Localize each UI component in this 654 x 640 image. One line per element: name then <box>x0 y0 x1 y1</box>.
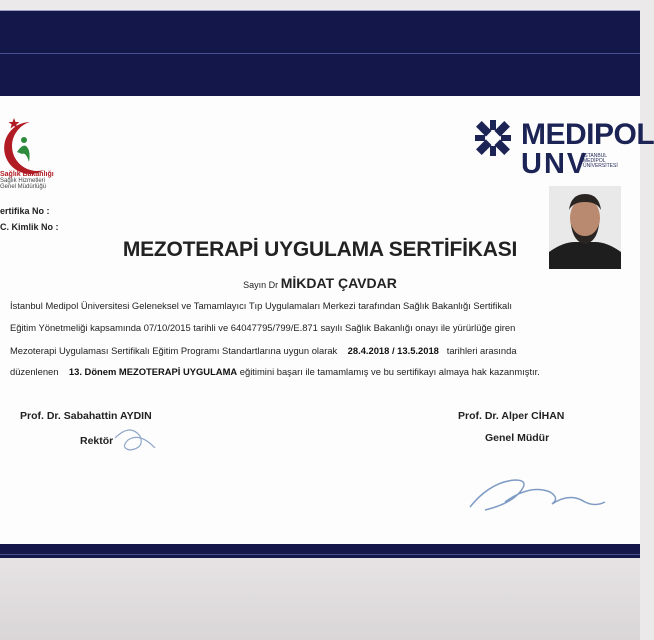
right-signature-icon <box>460 462 610 522</box>
citizen-id-label: C. Kimlik No : <box>0 222 59 232</box>
recipient-line <box>150 275 490 293</box>
right-signatory-role: Genel Müdür <box>485 432 550 444</box>
right-signatory-name: Prof. Dr. Alper CİHAN <box>458 410 565 422</box>
ministry-name-block <box>0 172 54 190</box>
medipol-sub1: İSTANBUL <box>583 153 608 159</box>
medipol-sub2: MEDİPOL <box>583 158 606 164</box>
left-signatory-name: Prof. Dr. Sabahattin AYDIN <box>20 410 152 422</box>
body-line-3-end: tarihleri arasında <box>446 345 517 356</box>
body-line-1: İstanbul Medipol Üniversitesi Geleneksel ve Tamamlayıcı Tıp Uygulamaları Merkezi tarafından Sağlık Bakanlığı Sertifikalı <box>10 300 512 311</box>
ministry-sub1: Sağlık Hizmetleri <box>0 178 46 184</box>
body-line-2: Eğitim Yönetmeliği kapsamında 07/10/2015 tarihli ve 64047795/799/E.871 sayılı Sağlık Bakanlığı onayı ile yürürlüğe giren <box>10 322 516 333</box>
certificate-title: MEZOTERAPİ UYGULAMA SERTİFİKASI <box>122 238 518 261</box>
recipient-name: MİKDAT ÇAVDAR <box>280 275 397 291</box>
medipol-name: MEDIPOL <box>521 118 654 151</box>
left-signatory-role: Rektör <box>80 435 114 447</box>
body-line-4 <box>10 366 635 377</box>
training-term: 13. Dönem MEZOTERAPİ UYGULAMA <box>68 366 238 377</box>
ministry-sub2: Genel Müdürlüğü <box>0 184 47 190</box>
ministry-name: Sağlık Bakanlığı <box>0 171 54 178</box>
recipient-photo <box>549 186 621 269</box>
left-signature-icon <box>100 418 190 463</box>
body-line-4-end: eğitimini başarı ile tamamlamış ve bu sertifikayı almaya hak kazanmıştır. <box>239 366 540 377</box>
medipol-sub3: ÜNİVERSİTESİ <box>583 163 618 169</box>
training-dates: 28.4.2018 / 13.5.2018 <box>347 345 439 356</box>
background-wall <box>0 558 640 640</box>
medipol-unv: UNV <box>521 148 589 180</box>
certificate-no-label: ertifika No : <box>0 206 50 216</box>
body-line-3-text: Mezoterapi Uygulaması Sertifikalı Eğitim Programı Standartlarına uygun olarak <box>10 345 338 356</box>
salutation: Sayın Dr <box>243 280 281 290</box>
body-line-3 <box>10 345 635 356</box>
body-line-4-start: düzenlenen <box>10 366 59 377</box>
ministry-logo-icon <box>0 108 70 178</box>
medipol-subtitle <box>583 154 618 169</box>
